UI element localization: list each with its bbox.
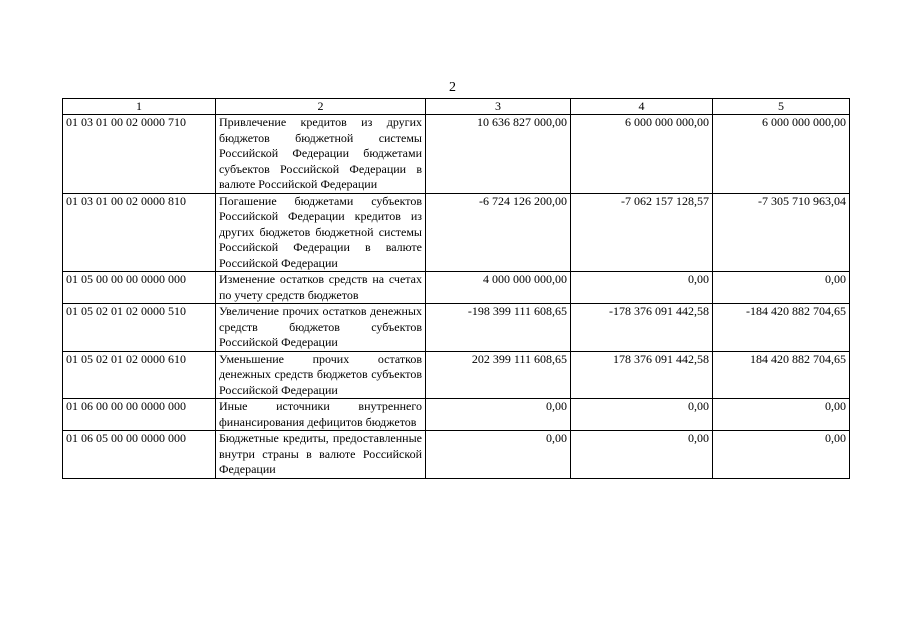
amount-col4: 0,00 (571, 399, 713, 431)
row-description: Погашение бюджетами субъектов Российской Федерации кредитов из других бюджетов бюджетной системы Российской Федерации в валюте Российской Федерации (216, 193, 426, 272)
budget-code: 01 03 01 00 02 0000 710 (63, 115, 216, 194)
amount-col4: 0,00 (571, 272, 713, 304)
amount-col5: 0,00 (713, 272, 850, 304)
row-description: Привлечение кредитов из других бюджетов бюджетной системы Российской Федерации бюджетами субъектов Российской Федерации в валюте Российской Федерации (216, 115, 426, 194)
amount-col3: 0,00 (426, 431, 571, 479)
amount-col4: 6 000 000 000,00 (571, 115, 713, 194)
column-header-4: 4 (571, 99, 713, 115)
amount-col3: 202 399 111 608,65 (426, 351, 571, 399)
amount-col5: 0,00 (713, 399, 850, 431)
column-header-3: 3 (426, 99, 571, 115)
amount-col3: -6 724 126 200,00 (426, 193, 571, 272)
table-row (63, 304, 850, 352)
table-row (63, 431, 850, 479)
amount-col4: 0,00 (571, 431, 713, 479)
table-row (63, 351, 850, 399)
amount-col4: -178 376 091 442,58 (571, 304, 713, 352)
row-description: Увеличение прочих остатков денежных средств бюджетов субъектов Российской Федерации (216, 304, 426, 352)
amount-col3: 10 636 827 000,00 (426, 115, 571, 194)
budget-code: 01 06 05 00 00 0000 000 (63, 431, 216, 479)
table-row (63, 272, 850, 304)
budget-code: 01 05 02 01 02 0000 510 (63, 304, 216, 352)
amount-col4: -7 062 157 128,57 (571, 193, 713, 272)
budget-sources-table (62, 98, 850, 479)
column-header-2: 2 (216, 99, 426, 115)
table-row (63, 193, 850, 272)
amount-col4: 178 376 091 442,58 (571, 351, 713, 399)
amount-col5: -7 305 710 963,04 (713, 193, 850, 272)
column-header-1: 1 (63, 99, 216, 115)
row-description: Иные источники внутреннего финансирования дефицитов бюджетов (216, 399, 426, 431)
column-header-5: 5 (713, 99, 850, 115)
table-row (63, 399, 850, 431)
budget-code: 01 05 00 00 00 0000 000 (63, 272, 216, 304)
budget-code: 01 05 02 01 02 0000 610 (63, 351, 216, 399)
row-description: Изменение остатков средств на счетах по учету средств бюджетов (216, 272, 426, 304)
amount-col5: 0,00 (713, 431, 850, 479)
row-description: Бюджетные кредиты, предоставленные внутри страны в валюте Российской Федерации (216, 431, 426, 479)
table-row (63, 115, 850, 194)
page-number: 2 (449, 80, 456, 95)
amount-col5: 184 420 882 704,65 (713, 351, 850, 399)
amount-col3: 0,00 (426, 399, 571, 431)
budget-code: 01 06 00 00 00 0000 000 (63, 399, 216, 431)
header-row (63, 99, 850, 115)
budget-code: 01 03 01 00 02 0000 810 (63, 193, 216, 272)
amount-col3: -198 399 111 608,65 (426, 304, 571, 352)
amount-col3: 4 000 000 000,00 (426, 272, 571, 304)
row-description: Уменьшение прочих остатков денежных средств бюджетов субъектов Российской Федерации (216, 351, 426, 399)
amount-col5: -184 420 882 704,65 (713, 304, 850, 352)
amount-col5: 6 000 000 000,00 (713, 115, 850, 194)
